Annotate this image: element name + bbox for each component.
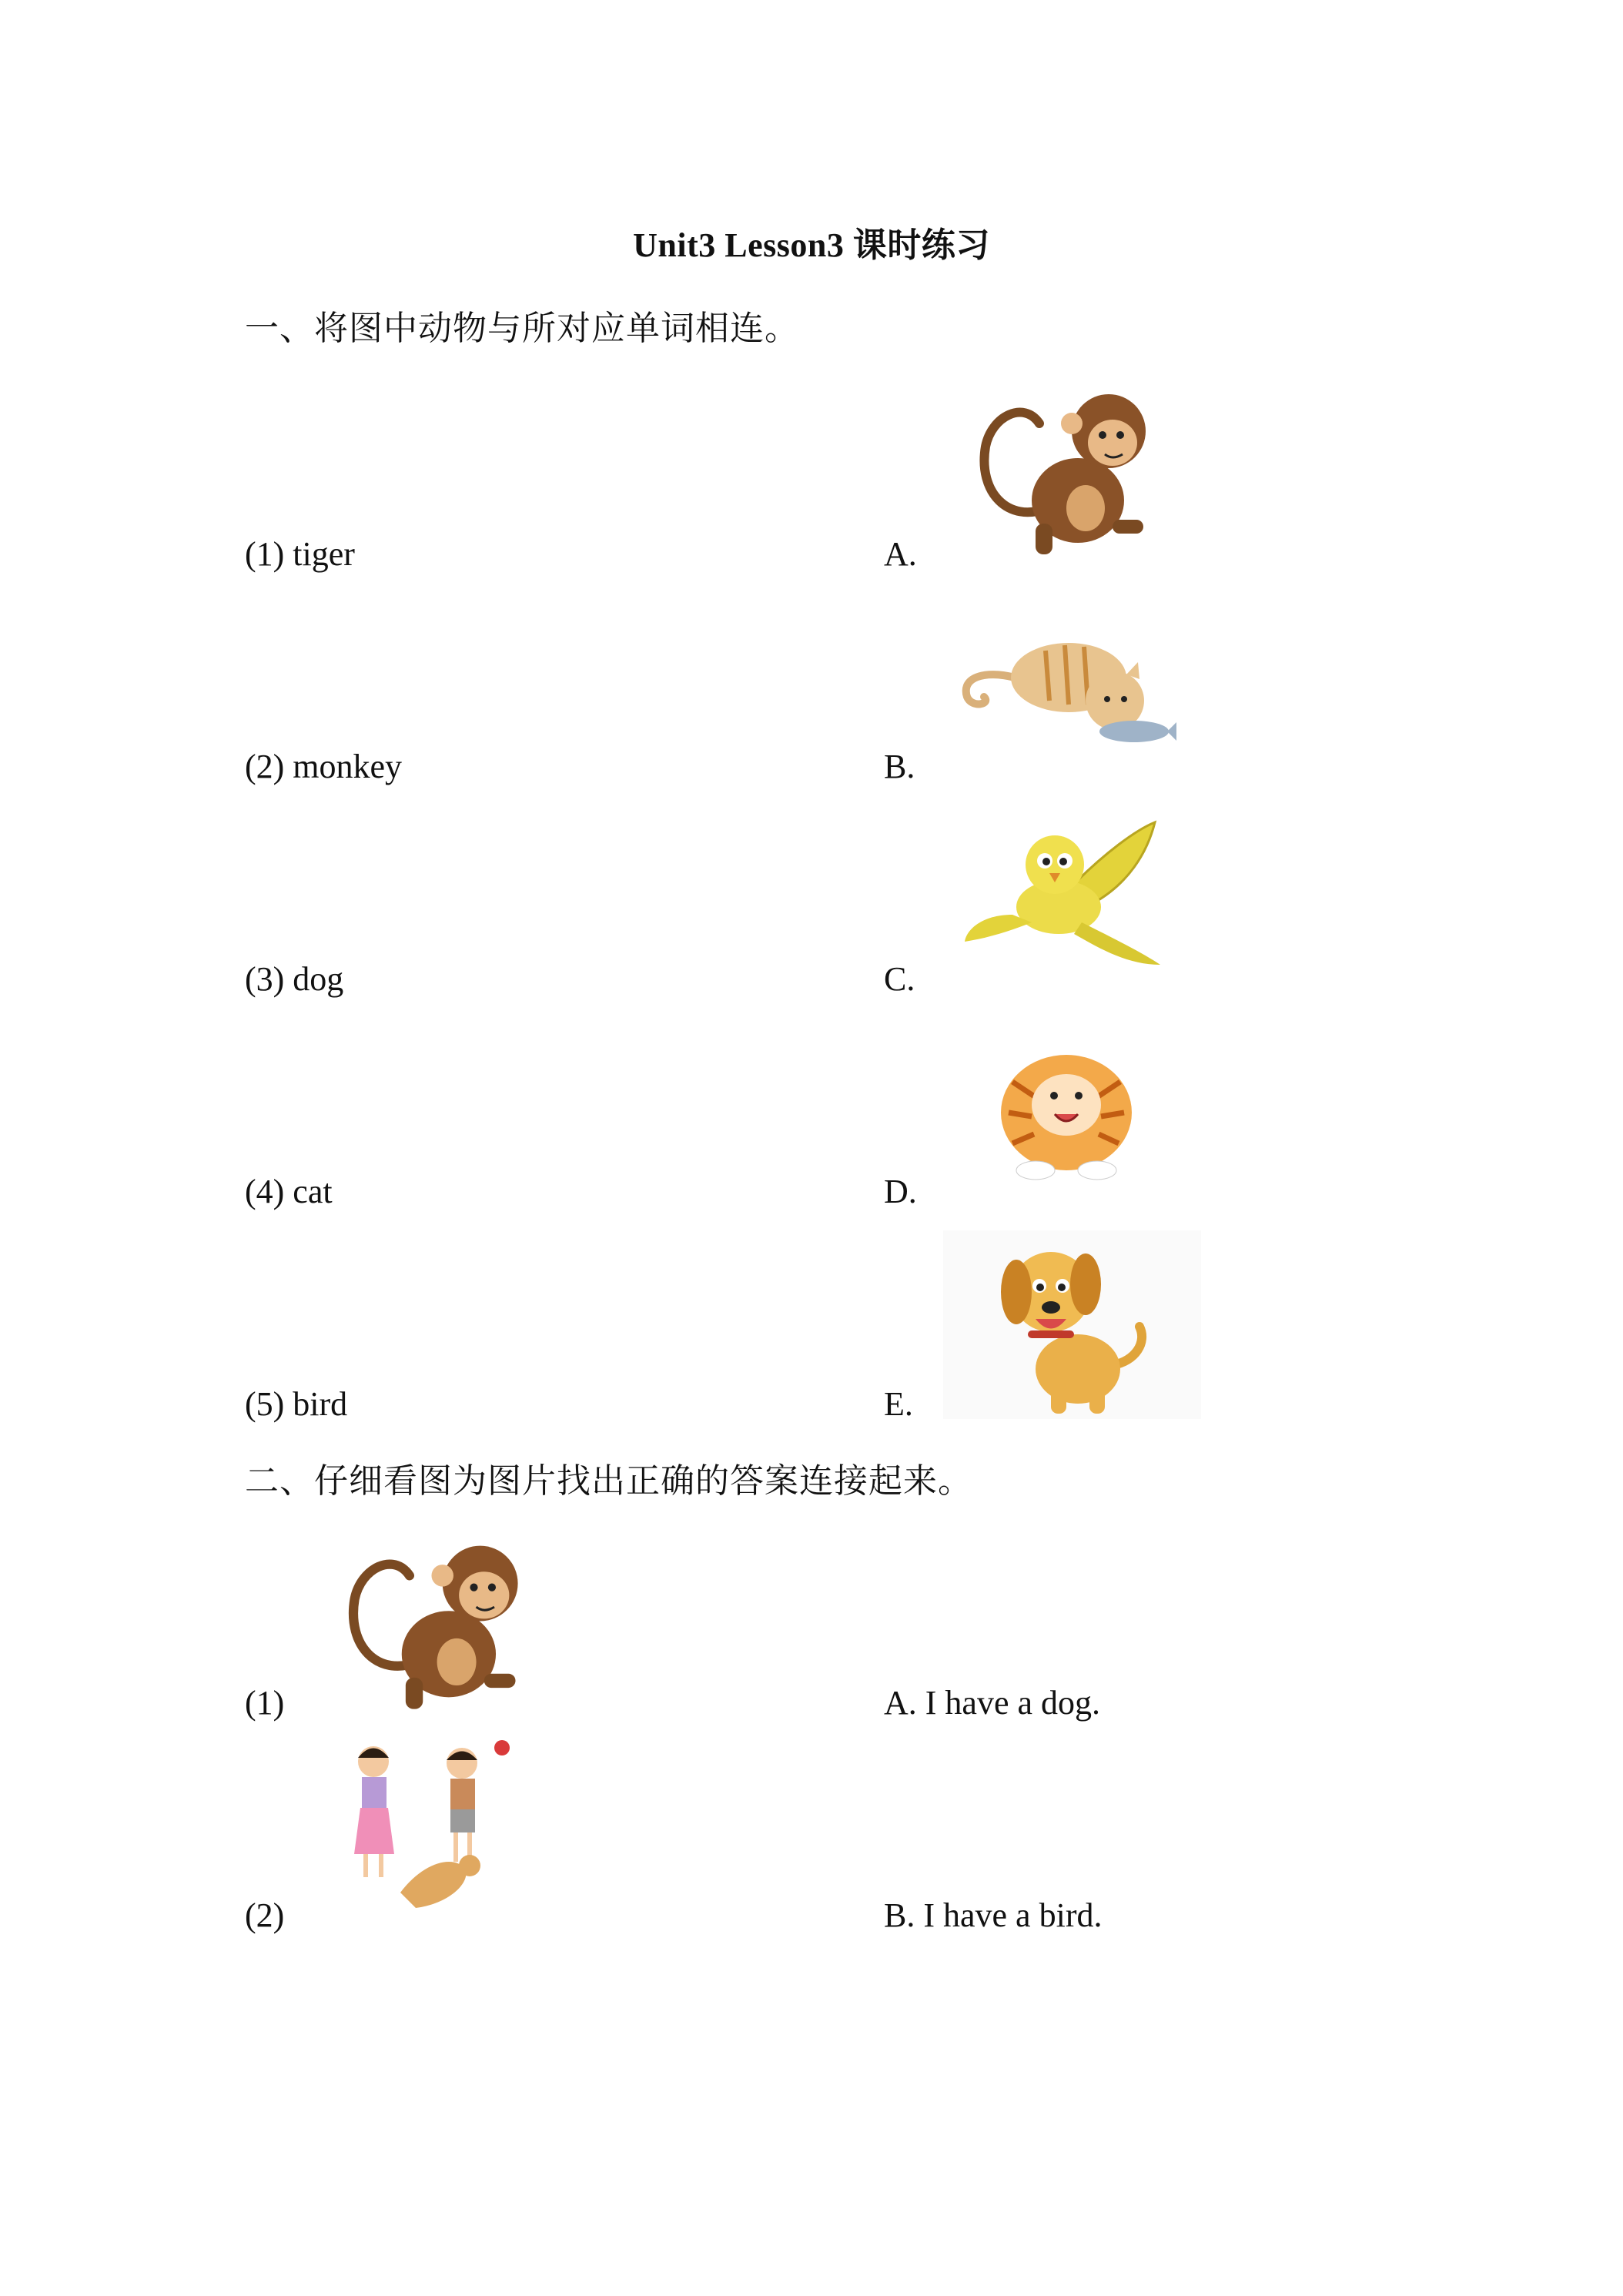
section-one-heading: 一、将图中动物与所对应单词相连。 xyxy=(245,310,799,347)
word-monkey: (2) monkey xyxy=(245,748,403,785)
option-b-label: B. xyxy=(884,748,915,785)
option-c-label: C. xyxy=(884,960,915,998)
word-tiger: (1) tiger xyxy=(245,535,355,573)
word-cat: (4) cat xyxy=(245,1173,333,1210)
children-with-dog-icon xyxy=(331,1739,527,1923)
answer-a: A. I have a dog. xyxy=(884,1684,1101,1722)
option-e-label: E. xyxy=(884,1385,913,1423)
option-d-label: D. xyxy=(884,1173,917,1210)
word-dog: (3) dog xyxy=(245,960,344,998)
bird-icon xyxy=(959,815,1166,976)
question-1-label: (1) xyxy=(245,1684,285,1722)
section-two-heading: 二、仔细看图为图片找出正确的答案连接起来。 xyxy=(245,1462,972,1500)
question-2-label: (2) xyxy=(245,1896,285,1934)
page-title: Unit3 Lesson3 课时练习 xyxy=(633,226,990,264)
monkey-icon xyxy=(962,377,1163,562)
cat-eating-fish-icon xyxy=(953,624,1176,755)
word-bird: (5) bird xyxy=(245,1385,348,1423)
option-a-label: A. xyxy=(884,535,917,573)
tiger-icon xyxy=(989,1028,1143,1186)
monkey-icon xyxy=(331,1528,535,1717)
dog-icon xyxy=(943,1230,1201,1419)
answer-b: B. I have a bird. xyxy=(884,1896,1103,1934)
